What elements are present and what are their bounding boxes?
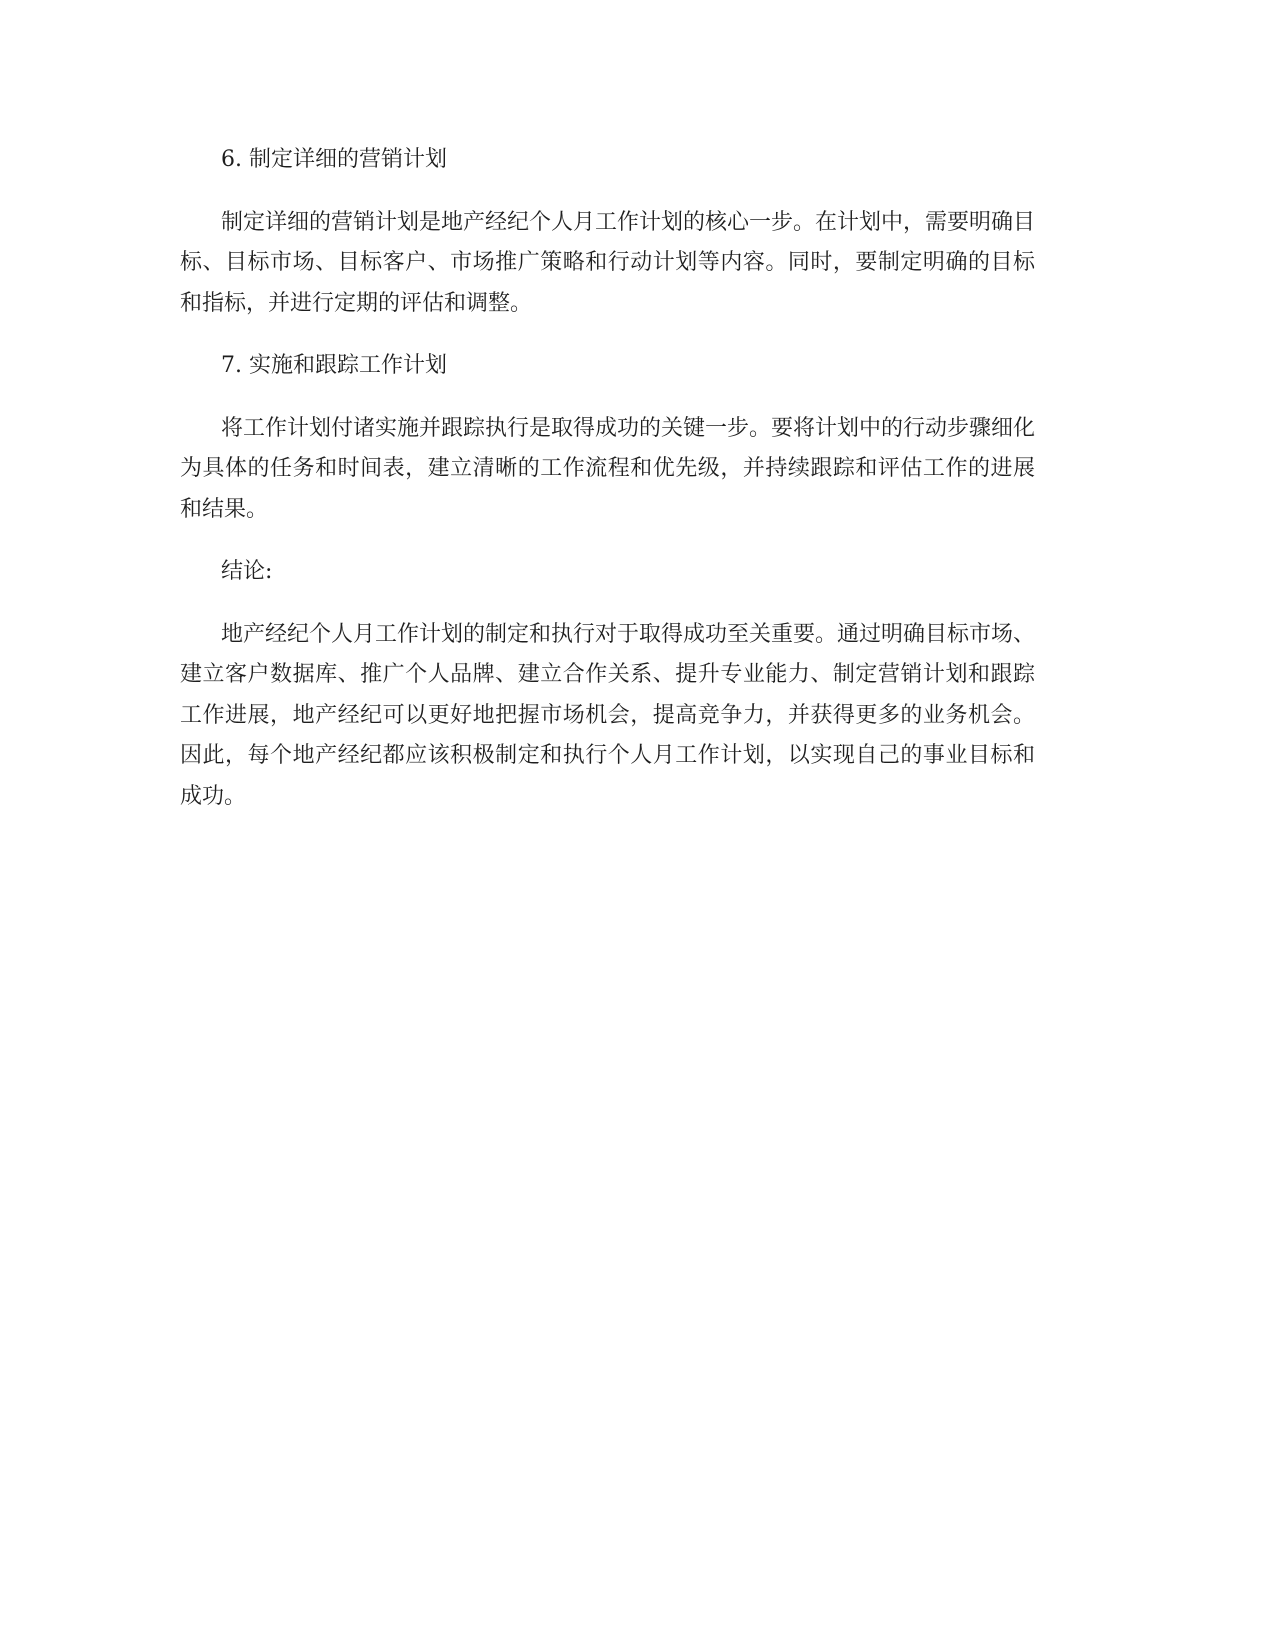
- body-paragraph-implementation: 将工作计划付诸实施并跟踪执行是取得成功的关键一步。要将计划中的行动步骤细化为具体的任务和时间表，建立清晰的工作流程和优先级，并持续跟踪和评估工作的进展和结果。: [180, 415, 1036, 522]
- conclusion-heading: 结论:: [221, 559, 273, 584]
- body-paragraph-conclusion: 地产经纪个人月工作计划的制定和执行对于取得成功至关重要。通过明确目标市场、建立客户数据库、推广个人品牌、建立合作关系、提升专业能力、制定营销计划和跟踪工作进展，地产经纪可以更好地把握市场机会，提高竞争力，并获得更多的业务机会。因此，每个地产经纪都应该积极制定和执行个人月工作计划，以实现自己的事业目标和成功。: [180, 621, 1036, 809]
- body-paragraph-marketing-plan: 制定详细的营销计划是地产经纪个人月工作计划的核心一步。在计划中，需要明确目标、目标市场、目标客户、市场推广策略和行动计划等内容。同时，要制定明确的目标和指标，并进行定期的评估和调整。: [180, 209, 1036, 316]
- section-heading-7: 7. 实施和跟踪工作计划: [221, 353, 447, 378]
- document-page: [180, 140, 1035, 839]
- section-heading-6: 6. 制定详细的营销计划: [221, 147, 447, 172]
